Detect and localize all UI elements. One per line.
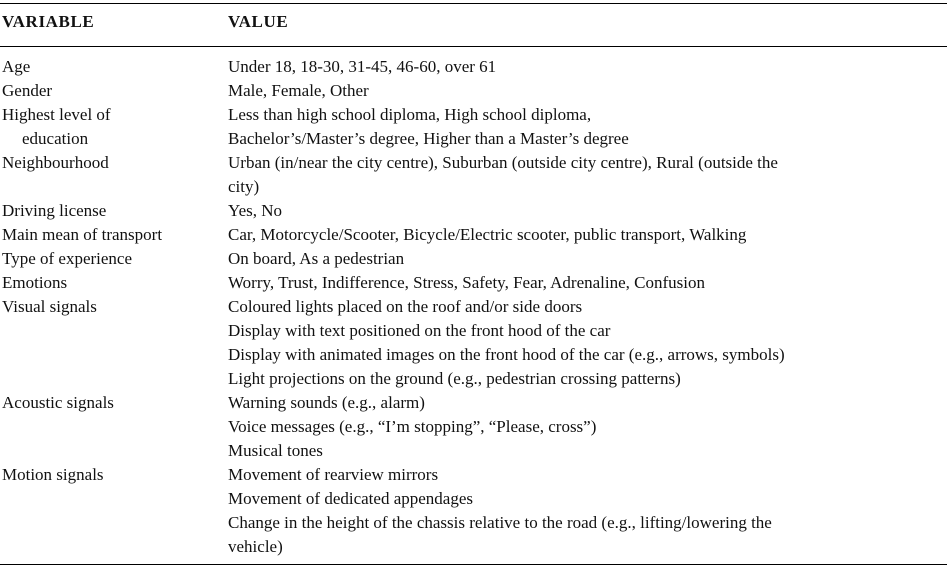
- value-cell: [228, 391, 947, 463]
- value-text: Bachelor’s/Master’s degree, Higher than a Master’s degree: [228, 129, 629, 148]
- value-text: Musical tones: [228, 441, 323, 460]
- variable-cell: [0, 79, 228, 103]
- variable-label: Neighbourhood: [2, 153, 109, 172]
- value-cell: [228, 199, 947, 223]
- variable-label: Age: [2, 57, 31, 76]
- value-cell: [228, 103, 947, 151]
- value-text: Less than high school diploma, High school diploma,: [228, 105, 592, 124]
- value-text: Worry, Trust, Indifference, Stress, Safety, Fear, Adrenaline, Confusion: [228, 273, 706, 292]
- variable-cell: [0, 295, 228, 391]
- value-text: Display with animated images on the front hood of the car (e.g., arrows, symbols): [228, 345, 785, 364]
- value-text: Voice messages (e.g., “I’m stopping”, “Please, cross”): [228, 417, 597, 436]
- value-text: Light projections on the ground (e.g., pedestrian crossing patterns): [228, 369, 681, 388]
- value-cell: [228, 79, 947, 103]
- value-cell: [228, 55, 947, 79]
- variable-cell: [0, 391, 228, 463]
- value-cell: [228, 223, 947, 247]
- value-text: city): [228, 177, 260, 196]
- table-row: [0, 199, 947, 223]
- variable-label: Main mean of transport: [2, 225, 163, 244]
- table-body: [0, 55, 947, 559]
- value-text: Movement of dedicated appendages: [228, 489, 473, 508]
- variable-label: Acoustic signals: [2, 393, 114, 412]
- value-cell: [228, 271, 947, 295]
- variable-cell: [0, 151, 228, 199]
- value-text: Male, Female, Other: [228, 81, 369, 100]
- table-row: [0, 55, 947, 79]
- value-text: Car, Motorcycle/Scooter, Bicycle/Electric scooter, public transport, Walking: [228, 225, 747, 244]
- variable-cell: [0, 103, 228, 151]
- variable-label: Gender: [2, 81, 53, 100]
- table-row: [0, 391, 947, 463]
- value-text: On board, As a pedestrian: [228, 249, 405, 268]
- value-text: Warning sounds (e.g., alarm): [228, 393, 425, 412]
- table-row: [0, 79, 947, 103]
- variable-cell: [0, 271, 228, 295]
- variable-label: Driving license: [2, 201, 107, 220]
- variable-label: Visual signals: [2, 297, 97, 316]
- table-top-rule: [0, 3, 947, 4]
- value-text: vehicle): [228, 537, 283, 556]
- variable-cell: [0, 463, 228, 559]
- value-text: Under 18, 18-30, 31-45, 46-60, over 61: [228, 57, 497, 76]
- header-variable: VARIABLE: [2, 12, 95, 31]
- variable-label: Type of experience: [2, 249, 133, 268]
- table-header: [0, 12, 947, 38]
- variable-cell: [0, 223, 228, 247]
- table-row: [0, 223, 947, 247]
- value-cell: [228, 463, 947, 559]
- value-text: Urban (in/near the city centre), Suburban (outside city centre), Rural (outside the: [228, 153, 778, 172]
- table-row: [0, 295, 947, 391]
- value-text: Coloured lights placed on the roof and/or side doors: [228, 297, 583, 316]
- table-bottom-rule: [0, 564, 947, 565]
- table-row: [0, 247, 947, 271]
- table-row: [0, 103, 947, 151]
- variable-cell: [0, 55, 228, 79]
- variable-cell: [0, 247, 228, 271]
- value-cell: [228, 151, 947, 199]
- header-value: VALUE: [228, 12, 289, 31]
- table-row: [0, 151, 947, 199]
- table-row: [0, 271, 947, 295]
- variable-label: Highest level of: [2, 105, 111, 124]
- value-text: Display with text positioned on the front hood of the car: [228, 321, 611, 340]
- variable-label: education: [22, 129, 89, 148]
- value-text: Change in the height of the chassis relative to the road (e.g., lifting/lowering the: [228, 513, 772, 532]
- variable-label: Motion signals: [2, 465, 104, 484]
- variable-cell: [0, 199, 228, 223]
- variable-label: Emotions: [2, 273, 68, 292]
- value-text: Yes, No: [228, 201, 283, 220]
- table-row: [0, 463, 947, 559]
- value-cell: [228, 295, 947, 391]
- table-header-rule: [0, 46, 947, 47]
- value-text: Movement of rearview mirrors: [228, 465, 439, 484]
- value-cell: [228, 247, 947, 271]
